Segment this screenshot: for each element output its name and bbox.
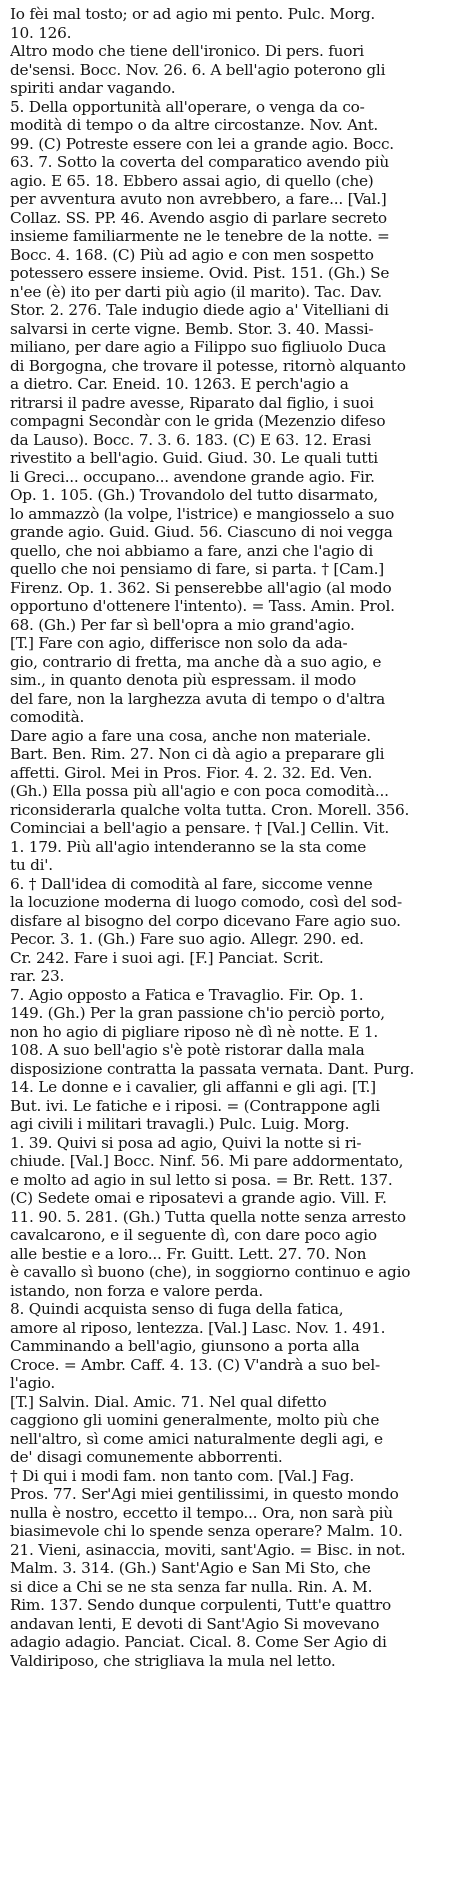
text-line: Op. 1. 105. (Gh.) Trovandolo del tutto disarmato, — [10, 486, 378, 504]
text-line: 99. (C) Potreste essere con lei a grande agio. Bocc. — [10, 134, 394, 153]
text-line: cavalcarono, e il seguente dì, con dare poco agio — [10, 1226, 377, 1244]
text-line: chiude. [Val.] Bocc. Ninf. 56. Mi pare addormentato, — [10, 1152, 404, 1170]
text-line: Stor. 2. 276. Tale indugio diede agio a' Vitelliani di — [10, 301, 389, 319]
text-column — [10, 5, 465, 1670]
text-line: 1. 39. Quivi si posa ad agio, Quivi la notte si ri- — [10, 1133, 362, 1152]
text-line: potessero essere insieme. Ovid. Pist. 151. (Gh.) Se — [10, 264, 390, 282]
text-line: Dare agio a fare una cosa, anche non materiale. — [10, 726, 371, 745]
text-line: si dice a Chi se ne sta senza far nulla. Rin. A. M. — [10, 1577, 373, 1596]
text-line: sim., in quanto denota più espressam. il modo — [10, 671, 356, 689]
text-line: Malm. 3. 314. (Gh.) Sant'Agio e San Mi Sto, che — [10, 1559, 371, 1577]
text-line: gio, contrario di fretta, ma anche dà a suo agio, e — [10, 652, 382, 671]
text-line: affetti. Girol. Mei in Pros. Fior. 4. 2. 32. Ed. Ven. — [10, 763, 373, 782]
text-line: istando, non forza e valore perda. — [10, 1281, 264, 1300]
text-line: modità di tempo o da altre circostanze. Nov. Ant. — [10, 116, 379, 134]
text-line: Rim. 137. Sendo dunque corpulenti, Tutt'e quattro — [10, 1596, 391, 1614]
text-line: But. ivi. Le fatiche e i riposi. = (Contrappone agli — [10, 1096, 380, 1115]
text-line: Collaz. SS. PP. 46. Avendo asgio di parlare secreto — [10, 208, 387, 227]
text-line: li Greci... occupano... avendone grande agio. Fir. — [10, 467, 375, 486]
text-line: insieme familiarmente ne le tenebre de la notte. = — [10, 227, 390, 245]
text-line: l'agio. — [10, 1374, 55, 1392]
text-line: 7. Agio opposto a Fatica e Travaglio. Fir. Op. 1. — [10, 985, 364, 1004]
text-line: 1. 179. Più all'agio intenderanno se la sta come — [10, 837, 367, 856]
text-line: de'sensi. Bocc. Nov. 26. 6. A bell'agio poterono gli — [10, 60, 386, 79]
text-line: 10. 126. — [10, 23, 72, 42]
text-line: Pecor. 3. 1. (Gh.) Fare suo agio. Allegr. 290. ed. — [10, 930, 364, 948]
text-line: Cominciai a bell'agio a pensare. † [Val.] Cellin. Vit. — [10, 819, 389, 837]
text-line: per avventura avuto non avrebbero, a fare... [Val.] — [10, 190, 387, 208]
text-line: biasimevole chi lo spende senza operare? Malm. 10. — [10, 1522, 403, 1540]
text-line: agio. E 65. 18. Ebbero assai agio, di quello (che) — [10, 171, 374, 190]
text-line: [T.] Fare con agio, differisce non solo da ada- — [10, 634, 348, 652]
text-line: 8. Quindi acquista senso di fuga della fatica, — [10, 1300, 344, 1318]
text-line: 68. (Gh.) Per far sì bell'opra a mio grand'agio. — [10, 615, 355, 634]
text-line: salvarsi in certe vigne. Bemb. Stor. 3. 40. Massi- — [10, 319, 374, 338]
text-line: Firenz. Op. 1. 362. Si penserebbe all'agio (al modo — [10, 578, 392, 597]
text-line: 21. Vieni, asinaccia, moviti, sant'Agio. = Bisc. in not. — [10, 1540, 406, 1559]
text-line: Valdiriposo, che strigliava la mula nel letto. — [10, 1651, 336, 1670]
text-line: 149. (Gh.) Per la gran passione ch'io perciò porto, — [10, 1004, 385, 1022]
text-line: rivestito a bell'agio. Guid. Giud. 30. Le quali tutti — [10, 449, 378, 467]
text-line: Io fèi mal tosto; or ad agio mi pento. Pulc. Morg. — [10, 5, 376, 23]
text-line: (C) Sedete omai e riposatevi a grande agio. Vill. F. — [10, 1189, 387, 1207]
text-line: disfare al bisogno del corpo dicevano Fare agio suo. — [10, 911, 401, 930]
text-line: non ho agio di pigliare riposo nè dì nè notte. E 1. — [10, 1022, 378, 1041]
text-line: quello che noi pensiamo di fare, si parta. † [Cam.] — [10, 560, 384, 578]
text-line: Pros. 77. Ser'Agi miei gentilissimi, in questo mondo — [10, 1485, 399, 1503]
text-line: tu di'. — [10, 856, 53, 874]
text-line: 108. A suo bell'agio s'è potè ristorar dalla mala — [10, 1041, 365, 1059]
text-line: (Gh.) Ella possa più all'agio e con poca comodità... — [10, 782, 389, 800]
text-line: [T.] Salvin. Dial. Amic. 71. Nel qual difetto — [10, 1392, 327, 1411]
text-line: Altro modo che tiene dell'ironico. Di pers. fuori — [10, 42, 364, 60]
text-line: 6. † Dall'idea di comodità al fare, siccome venne — [10, 874, 373, 893]
text-line: Croce. = Ambr. Caff. 4. 13. (C) V'andrà a suo bel- — [10, 1355, 380, 1374]
text-line: Camminando a bell'agio, giunsono a porta alla — [10, 1337, 360, 1355]
text-line: Bocc. 4. 168. (C) Più ad agio e con men sospetto — [10, 245, 374, 264]
text-line: compagni Secondàr con le grida (Mezenzio difeso — [10, 412, 386, 430]
text-line: de' disagi comunemente abborrenti. — [10, 1448, 283, 1466]
text-line: nell'altro, sì come amici naturalmente degli agi, e — [10, 1429, 383, 1448]
text-line: nulla è nostro, eccetto il tempo... Ora, non sarà più — [10, 1503, 393, 1522]
text-line: comodità. — [10, 708, 85, 726]
text-line: disposizione contratta la passata vernata. Dant. Purg. — [10, 1059, 415, 1078]
text-line: 5. Della opportunità all'operare, o venga da co- — [10, 97, 365, 116]
text-line: quello, che noi abbiamo a fare, anzi che l'agio di — [10, 541, 373, 560]
text-line: 14. Le donne e i cavalier, gli affanni e gli agi. [T.] — [10, 1078, 376, 1096]
text-line: 63. 7. Sotto la coverta del comparatico avendo più — [10, 153, 389, 171]
text-line: spiriti andar vagando. — [10, 79, 176, 97]
text-line: lo ammazzò (la volpe, l'istrice) e mangiosselo a suo — [10, 504, 395, 523]
text-line: caggiono gli uomini generalmente, molto più che — [10, 1411, 380, 1429]
text-line: Bart. Ben. Rim. 27. Non ci dà agio a preparare gli — [10, 745, 385, 763]
text-line: adagio adagio. Panciat. Cical. 8. Come Ser Agio di — [10, 1633, 387, 1651]
text-line: e molto ad agio in sul letto si posa. = Br. Rett. 137. — [10, 1170, 393, 1189]
text-line: 11. 90. 5. 281. (Gh.) Tutta quella notte senza arresto — [10, 1207, 406, 1226]
text-line: † Di qui i modi fam. non tanto com. [Val.] Fag. — [10, 1466, 354, 1485]
text-line: da Lauso). Bocc. 7. 3. 6. 183. (C) E 63. 12. Erasi — [10, 430, 372, 449]
text-line: la locuzione moderna di luogo comodo, così del sod- — [10, 893, 402, 911]
text-line: rar. 23. — [10, 967, 65, 985]
text-line: a dietro. Car. Eneid. 10. 1263. E perch'agio a — [10, 375, 349, 393]
text-line: Cr. 242. Fare i suoi agi. [F.] Panciat. Scrit. — [10, 948, 324, 967]
text-line: amore al riposo, lentezza. [Val.] Lasc. Nov. 1. 491. — [10, 1318, 386, 1337]
text-line: n'ee (è) ito per darti più agio (il marito). Tac. Dav. — [10, 282, 382, 301]
text-line: è cavallo sì buono (che), in soggiorno continuo e agio — [10, 1263, 411, 1281]
text-line: del fare, non la larghezza avuta di tempo o d'altra — [10, 689, 386, 708]
text-line: grande agio. Guid. Giud. 56. Ciascuno di noi vegga — [10, 523, 393, 541]
text-line: opportuno d'ottenere l'intento). = Tass. Amin. Prol. — [10, 597, 395, 615]
text-line: di Borgogna, che trovare il potesse, ritornò alquanto — [10, 356, 406, 375]
text-line: ritrarsi il padre avesse, Riparato dal figlio, i suoi — [10, 393, 374, 412]
text-line: agi civili i militari travagli.) Pulc. Luig. Morg. — [10, 1115, 350, 1133]
text-line: riconsiderarla qualche volta tutta. Cron. Morell. 356. — [10, 800, 410, 819]
text-line: andavan lenti, E devoti di Sant'Agio Si movevano — [10, 1614, 380, 1633]
text-line: miliano, per dare agio a Filippo suo figliuolo Duca — [10, 338, 387, 356]
text-line: alle bestie e a loro... Fr. Guitt. Lett. 27. 70. Non — [10, 1244, 367, 1263]
